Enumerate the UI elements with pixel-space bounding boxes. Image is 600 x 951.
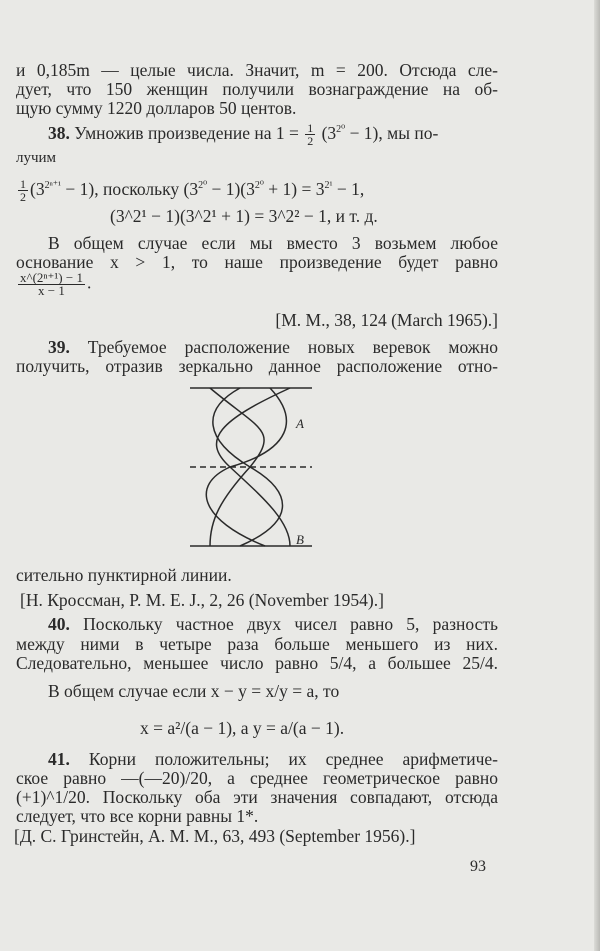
text-line: основание x > 1, то наше произведение будет равно — [16, 252, 498, 272]
page-number: 93 — [470, 858, 486, 875]
text-line: (+1)^1/20. Поскольку оба эти значения совпадают, отсюда — [16, 787, 498, 807]
problem-number: 38. — [48, 122, 70, 143]
text: (3 — [321, 122, 337, 143]
text-line: следует, что все корни равны 1*. — [16, 806, 259, 826]
label-b: B — [296, 532, 304, 547]
text-line: между ними в четыре раза больше меньшего из них. — [16, 634, 498, 654]
problem-39-line: 39. Требуемое расположение новых веревок можно — [48, 337, 498, 357]
formula-fraction: $\frac{\text{x\textasciicircum{}(2ⁿ⁺¹) − 1}}{x - 1}$ . — [20, 270, 92, 298]
fraction-half: $\frac{1}{2}$ — [307, 121, 314, 149]
text-line: Следовательно, меньшее число равно 5/4, а большее 25/4. — [16, 653, 498, 673]
formula-line: $\frac{1}{2}$ $(3^{2^{n+1}} - 1)$, поскольку $(3^{2^0} - 1)(3^{2^0} + 1) = 3^{2^1} - 1$, — [20, 177, 365, 205]
problem-40-line: 40. Поскольку частное двух чисел равно 5, разность — [48, 614, 499, 634]
text-line: лучим — [16, 150, 57, 166]
text-line: ское равно —(—20)/20, а среднее геометрическое равно — [16, 768, 498, 788]
fraction-half: $\frac{1}{2}$ — [20, 177, 26, 205]
text-line: сительно пунктирной линии. — [16, 565, 232, 585]
label-a: A — [296, 416, 304, 431]
text-line: В общем случае если мы вместо 3 возьмем любое — [48, 233, 498, 253]
text: Умножив произведение на 1 = — [74, 122, 299, 143]
formula-line: (3^2¹ − 1)(3^2¹ + 1) = 3^2² − 1, и т. д. — [110, 206, 378, 226]
page-edge — [594, 0, 600, 951]
text-line: получить, отразив зеркально данное расположение отно- — [16, 356, 498, 376]
citation: [Д. С. Гринстейн, A. M. M., 63, 493 (September 1956).] — [14, 826, 416, 846]
exponent: 2⁰ — [336, 124, 346, 135]
citation: [M. M., 38, 124 (March 1965).] — [275, 310, 498, 330]
formula-line: В общем случае если x − y = x/y = a, то — [48, 681, 340, 701]
problem-41-line: 41. Корни положительны; их среднее арифметиче- — [48, 749, 498, 769]
text: − 1), мы по- — [349, 122, 439, 143]
text-line: щую сумму 1220 долларов 50 центов. — [16, 98, 297, 118]
text-line: и 0,185m — целые числа. Значит, m = 200. Отсюда сле- — [16, 60, 498, 80]
formula-line: x = a²/(a − 1), а y = a/(a − 1). — [140, 718, 345, 738]
text-line: дует, что 150 женщин получили вознаграждение на об- — [16, 79, 498, 99]
citation: [Н. Кроссман, P. M. E. J., 2, 26 (November 1954).] — [20, 590, 384, 610]
